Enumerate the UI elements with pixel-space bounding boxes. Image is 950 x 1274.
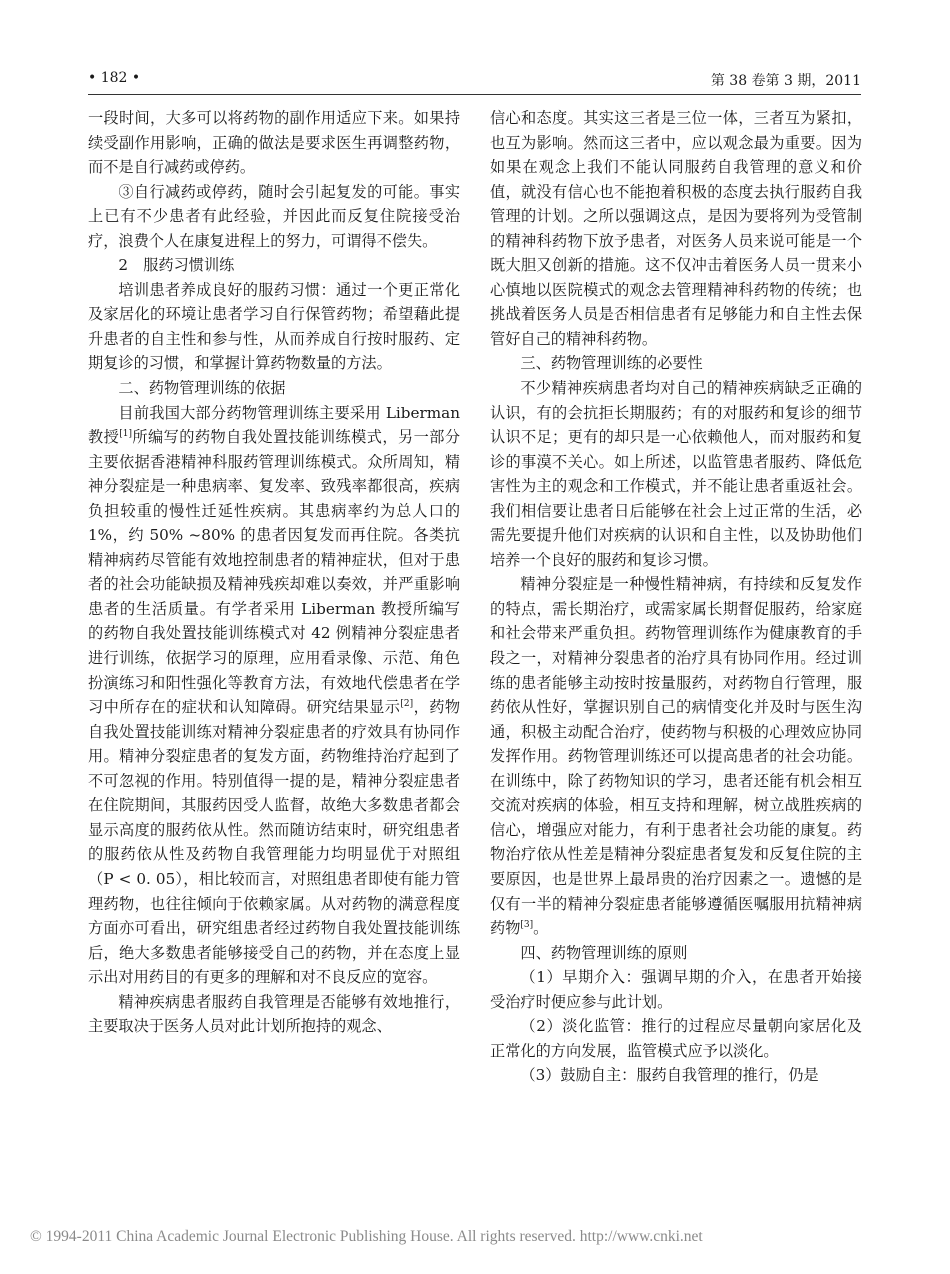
page-header <box>88 66 861 95</box>
section-heading: 三、药物管理训练的必要性 <box>520 354 703 373</box>
paragraph <box>490 572 862 940</box>
list-item: （2）淡化监管：推行的过程应尽量朝向家居化及正常化的方向发展，监管模式应予以淡化。 <box>490 1017 862 1060</box>
text-span: ，药物自我处置技能训练对精神分裂症患者的疗效具有协同作用。精神分裂症患者的复发方面，药物维持治疗起到了不可忽视的作用。特别值得一提的是，精神分裂症患者在住院期间，其服药因受人监督，故绝大多数患者都会显示高度的服药依从性。然而随访结束时，研究组患者的服药依从性及药物自我管理能力均明显优于对照组（P < 0. 05），相比较而言，对照组患者即使有能力管理药物，也往往倾向于依赖家属。从对药物的满意程度方面亦可看出，研究组患者经过药物自我处置技能训练后，绝大多数患者能够接受自己的药物，并在态度上显示出对用药目的有更多的理解和对不良反应的宽容。 <box>88 698 461 987</box>
paragraph: 精神疾病患者服药自我管理是否能够有效地推行，主要取决于医务人员对此计划所抱持的观念、 <box>88 992 460 1036</box>
copyright-footer: © 1994-2011 China Academic Journal Electronic Publishing House. All rights reserved. http://www.cnki.net <box>30 1228 703 1245</box>
right-column <box>490 106 862 1088</box>
paragraph <box>88 401 460 990</box>
left-column <box>88 106 460 1039</box>
text-span: 目前我国大部分药物管理训练主要采用 Liberman 教授 <box>88 403 460 447</box>
paragraph: 一段时间，大多可以将药物的副作用适应下来。如果持续受副作用影响，正确的做法是要求医生再调整药物，而不是自行减药或停药。 <box>88 109 460 177</box>
journal-issue-info: 第 38 卷第 3 期，2011 <box>710 73 861 89</box>
text-span: 精神分裂症是一种慢性精神病，有持续和反复发作的特点，需长期治疗，或需家属长期督促服药，给家庭和社会带来严重负担。药物管理训练作为健康教育的手段之一，对精神分裂患者的治疗具有协同作用。经过训练的患者能够主动按时按量服药，对药物自行管理，服药依从性好，掌握识别自己的病情变化并及时与医生沟通，积极主动配合治疗，使药物与积极的心理效应协同发挥作用。药物管理训练还可以提高患者的社会功能。在训练中，除了药物知识的学习，患者还能有机会相互交流对疾病的体验，相互支持和理解，树立战胜疾病的信心，增强应对能力，有利于患者社会功能的康复。药物治疗依从性差是精神分裂症患者复发和反复住院的主要原因，也是世界上最昂贵的治疗因素之一。遗憾的是仅有一半的精神分裂症患者能够遵循医嘱服用抗精神病药物 <box>490 575 862 938</box>
paragraph: ③自行减药或停药，随时会引起复发的可能。事实上已有不少患者有此经验，并因此而反复住院接受治疗，浪费个人在康复进程上的努力，可谓得不偿失。 <box>88 182 460 250</box>
text-span: 。 <box>533 919 549 938</box>
section-heading: 四、药物管理训练的原则 <box>520 943 688 962</box>
text-span: 所编写的药物自我处置技能训练模式，另一部分主要依据香港精神科服药管理训练模式。众所周知，精神分裂症是一种患病率、复发率、致残率都很高，疾病负担较重的慢性迁延性疾病。其患病率约为总人口的 1%，约 50% ~80% 的患者因复发而再住院。各类抗精神病药尽管能有效地控制患者的精神症状，但对于患者的社会功能缺损及精神残疾却难以奏效，并严重影响患者的生活质量。有学者采用 Liberman 教授所编写的药物自我处置技能训练模式对 42 例精神分裂症患者进行训练，依据学习的原理，应用看录像、示范、角色扮演练习和阳性强化等教育方法，有效地代偿患者在学习中所存在的症状和认知障碍。研究结果显示 <box>88 428 461 717</box>
paragraph: 培训患者养成良好的服药习惯：通过一个更正常化及家居化的环境让患者学习自行保管药物；希望藉此提升患者的自主性和参与性，从而养成自行按时服药、定期复诊的习惯，和掌握计算药物数量的方法。 <box>88 280 460 373</box>
citation-ref: [3] <box>520 919 534 930</box>
citation-ref: [2] <box>400 699 414 710</box>
paragraph: 不少精神疾病患者均对自己的精神疾病缺乏正确的认识，有的会抗拒长期服药；有的对服药和复诊的细节认识不足；更有的却只是一心依赖他人，而对服药和复诊的事漠不关心。如上所述，以监管患者服药、降低危害性为主的观念和工作模式，并不能让患者重返社会。我们相信要让患者日后能够在社会上过正常的生活，必需先要提升他们对疾病的认识和自主性，以及协助他们培养一个良好的服药和复诊习惯。 <box>490 379 862 569</box>
section-heading: 二、药物管理训练的依据 <box>118 379 286 398</box>
list-item: （3）鼓励自主：服药自我管理的推行，仍是 <box>520 1066 819 1085</box>
subsection-heading: 2 服药习惯训练 <box>118 256 235 275</box>
paragraph: 信心和态度。其实这三者是三位一体，三者互为紧扣，也互为影响。然而这三者中，应以观念最为重要。因为如果在观念上我们不能认同服药自我管理的意义和价值，就没有信心也不能抱着积极的态度去执行服药自我管理的计划。之所以强调这点，是因为要将列为受管制的精神科药物下放予患者，对医务人员来说可能是一个既大胆又创新的措施。这不仅冲击着医务人员一贯来小心慎地以医院模式的观念去管理精神科药物的传统；也挑战着医务人员是否相信患者有足够能力和自主性去保管好自己的精神科药物。 <box>490 109 862 348</box>
citation-ref: [1] <box>119 429 132 440</box>
page-number: • 182 • <box>88 70 141 86</box>
list-item: （1）早期介入：强调早期的介入，在患者开始接受治疗时便应参与此计划。 <box>490 968 862 1011</box>
